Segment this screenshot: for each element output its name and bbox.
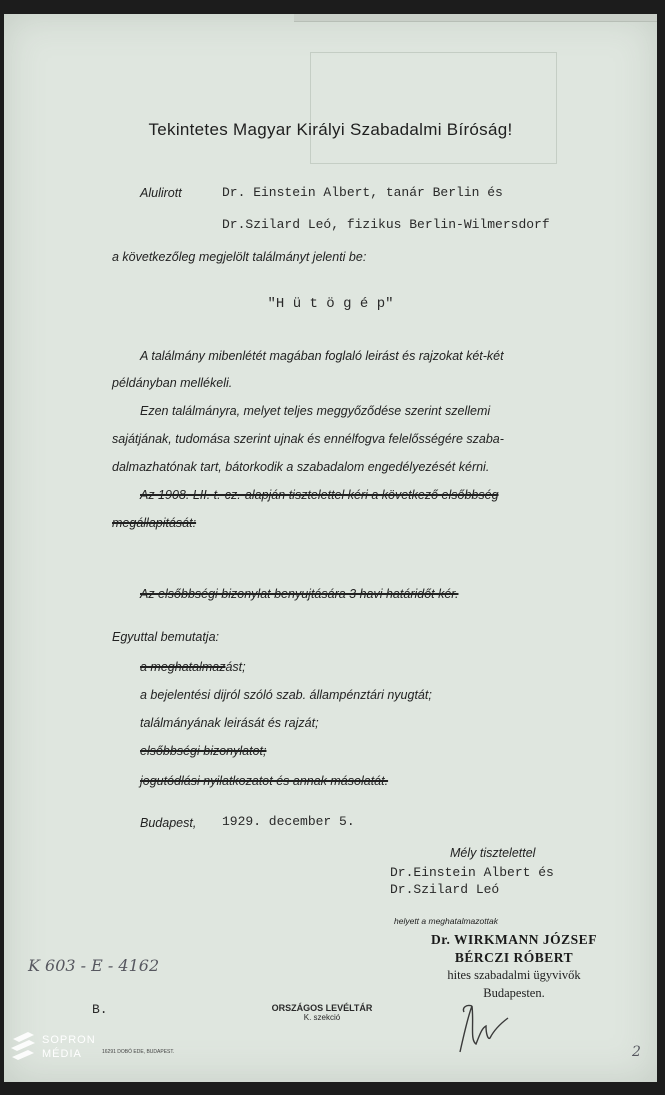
body-p2-line2: sajátjának, tudomása szerint ujnak és ennélfogva felelősségére szaba- xyxy=(112,432,504,446)
watermark-line-1: SOPRON xyxy=(42,1034,96,1046)
body-p1-line1: A találmány mibenlétét magában foglaló leirást és rajzokat két-két xyxy=(140,349,504,363)
page-title: Tekintetes Magyar Királyi Szabadalmi Bíróság! xyxy=(148,120,513,139)
attachment-item-1 xyxy=(140,660,246,674)
struck-deadline-line: Az elsőbbségi bizonylat benyujtására 3 havi határidőt kér. xyxy=(140,587,459,601)
paper-edge-strip xyxy=(294,14,657,22)
sopron-media-watermark xyxy=(8,1030,118,1066)
applicant-line-2: Dr.Szilard Leó, fizikus Berlin-Wilmersdorf xyxy=(222,217,550,232)
firm-title: hites szabadalmi ügyvivők xyxy=(447,968,581,982)
firm-city: Budapesten. xyxy=(483,986,545,1000)
struck-priority-line2: megállapitását: xyxy=(112,516,197,530)
attachment-item-1-struck: a meghatalmaz xyxy=(140,660,226,674)
archive-stamp-line2: K. szekció xyxy=(303,1013,341,1022)
date-value: 1929. december 5. xyxy=(222,814,355,829)
date-city: Budapest, xyxy=(140,816,197,830)
intro-line: a következőleg megjelölt találmányt jelenti be: xyxy=(112,250,367,264)
signatory-line-1: Dr.Einstein Albert és xyxy=(390,865,554,880)
bleed-through-stamp xyxy=(310,52,557,164)
archive-reference: K 603 - E - 4162 xyxy=(28,956,160,975)
attachment-item-1-rest: ást; xyxy=(225,660,246,674)
sopron-media-logo-icon xyxy=(8,1030,38,1064)
struck-priority-line1: Az 1908. LII. t.-cz.-alapján tisztelettel kéri a következő elsőbbség xyxy=(140,488,499,502)
applicant-line-1: Dr. Einstein Albert, tanár Berlin és xyxy=(222,185,503,200)
signatory-line-2: Dr.Szilard Leó xyxy=(390,882,500,897)
watermark-line-2: MÉDIA xyxy=(42,1048,82,1060)
handwritten-signature xyxy=(442,994,522,1064)
body-p2-line3: dalmazhatónak tart, bátorkodik a szabadalom engedélyezését kérni. xyxy=(112,460,490,474)
applicant-label: Alulirott xyxy=(140,186,182,200)
body-p2-line1: Ezen találmányra, melyet teljes meggyőződése szerint szellemi xyxy=(140,404,491,418)
archive-stamp-line1: ORSZÁGOS LEVÉLTÁR xyxy=(271,1003,373,1013)
attachment-item-2: a bejelentési dijról szóló szab. állampénztári nyugtát; xyxy=(140,688,432,702)
attachment-item-4: elsőbbségi bizonylatot; xyxy=(140,744,267,758)
printer-imprint: 16291 DOBÓ EDE, BUDAPEST. xyxy=(102,1049,175,1055)
invention-title: "H ü t ö g é p" xyxy=(267,296,394,312)
firm-name-2: BÉRCZI RÓBERT xyxy=(454,950,574,965)
closing-greeting: Mély tisztelettel xyxy=(450,846,536,860)
body-p1-line2: példányban mellékeli. xyxy=(112,376,233,390)
attachments-heading: Egyuttal bemutatja: xyxy=(112,630,220,644)
page-number: 2 xyxy=(632,1044,641,1060)
attachment-item-5: jogutódlási nyilatkozatot és annak másolatát. xyxy=(140,774,389,788)
document-page xyxy=(4,14,657,1082)
firm-name-1: Dr. WIRKMANN JÓZSEF xyxy=(431,932,597,947)
archive-mark: B. xyxy=(92,1002,108,1017)
proxy-note: helyett a meghatalmazottak xyxy=(394,916,498,926)
attachment-item-3: találmányának leirását és rajzát; xyxy=(140,716,319,730)
